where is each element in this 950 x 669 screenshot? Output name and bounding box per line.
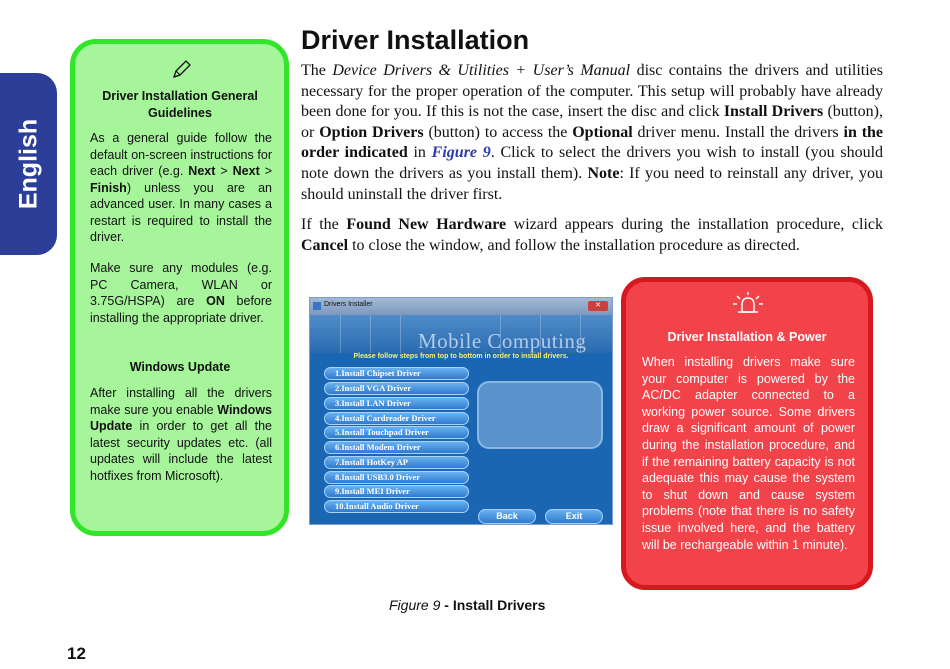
installer-app-icon bbox=[313, 302, 321, 310]
drivers-installer-window bbox=[309, 297, 613, 525]
intro-paragraph: The Device Drivers & Utilities + User’s Manual disc contains the drivers and utilities necessary for the proper operation of the computer. This setup will probably have already been done for you. If this is not the case, insert the disc and click Install Drivers (button), or Option Drivers (button) to access the Optional driver menu. Install the drivers in the order indicated in Figure 9. Click to select the drivers you wish to install (you should note down the drivers as you install them). Note: If you need to reinstall any driver, you should uninstall the driver first. bbox=[301, 62, 884, 203]
install-audio-button[interactable]: 10.Install Audio Driver bbox=[324, 500, 469, 513]
install-lan-button[interactable]: 3.Install LAN Driver bbox=[324, 397, 469, 410]
back-button[interactable]: Back bbox=[478, 509, 536, 524]
close-icon[interactable]: ✕ bbox=[588, 301, 608, 311]
install-chipset-button[interactable]: 1.Install Chipset Driver bbox=[324, 367, 469, 380]
install-modem-button[interactable]: 6.Install Modem Driver bbox=[324, 441, 469, 454]
installer-instruction: Please follow steps from top to bottom in order to install drivers. bbox=[353, 353, 569, 360]
install-vga-button[interactable]: 2.Install VGA Driver bbox=[324, 382, 469, 395]
guidelines-paragraph-2: Make sure any modules (e.g. PC Camera, WLAN or 3.75G/HSPA) are ON before installing the appropriate driver. bbox=[90, 261, 272, 325]
power-warning-text: When installing drivers make sure your computer is powered by the AC/DC adapter connected to a working power source. Some drivers draw a significant amount of power during the installation procedure, and if the remaining battery capacity is not adequate this may cause the system to shut down and cause system problems (note that there is no safety issue involved here, and the battery will be rechargeable within 1 minute). bbox=[642, 355, 855, 552]
install-mei-button[interactable]: 9.Install MEI Driver bbox=[324, 485, 469, 498]
guidelines-paragraph-1: As a general guide follow the default on-screen instructions for each driver (e.g. Next > Next > Finish) unless you are an advanced user. In many cases a restart is required to install the driver. bbox=[90, 131, 273, 244]
figure-link[interactable]: Figure 9 bbox=[431, 144, 491, 162]
power-warning-title: Driver Installation & Power bbox=[667, 330, 827, 344]
alarm-bell-icon bbox=[731, 292, 765, 316]
pencil-icon bbox=[171, 60, 191, 80]
hardware-wizard-paragraph: If the Found New Hardware wizard appears during the installation procedure, click Cancel to close the window, and follow the installation procedure as directed. bbox=[301, 216, 884, 254]
figure-caption: Figure 9 - Install Drivers bbox=[389, 597, 546, 613]
install-usb3-button[interactable]: 8.Install USB3.0 Driver bbox=[324, 471, 469, 484]
installer-brand: Mobile Computing bbox=[418, 329, 587, 353]
installer-titlebar bbox=[310, 298, 612, 315]
page-title: Driver Installation bbox=[301, 25, 530, 55]
power-warning-box bbox=[621, 277, 873, 590]
installer-info-panel bbox=[477, 381, 603, 449]
install-cardreader-button[interactable]: 4.Install Cardreader Driver bbox=[324, 412, 469, 425]
page-number: 12 bbox=[67, 644, 86, 663]
language-tab-label: English bbox=[14, 118, 42, 210]
install-hotkey-button[interactable]: 7.Install HotKey AP bbox=[324, 456, 469, 469]
guidelines-sidebar bbox=[70, 39, 289, 536]
exit-button[interactable]: Exit bbox=[545, 509, 603, 524]
language-tab bbox=[0, 73, 57, 255]
install-touchpad-button[interactable]: 5.Install Touchpad Driver bbox=[324, 426, 469, 439]
installer-window-title: Drivers Installer bbox=[324, 301, 373, 308]
installer-banner bbox=[310, 315, 612, 353]
windows-update-title: Windows Update bbox=[129, 360, 231, 374]
guidelines-title: Driver Installation General Guidelines bbox=[102, 89, 258, 120]
guidelines-paragraph-3: After installing all the drivers make sure you enable Windows Update in order to get all the latest security updates etc. (all updates will include the latest hotfixes from Microsoft). bbox=[90, 386, 272, 483]
